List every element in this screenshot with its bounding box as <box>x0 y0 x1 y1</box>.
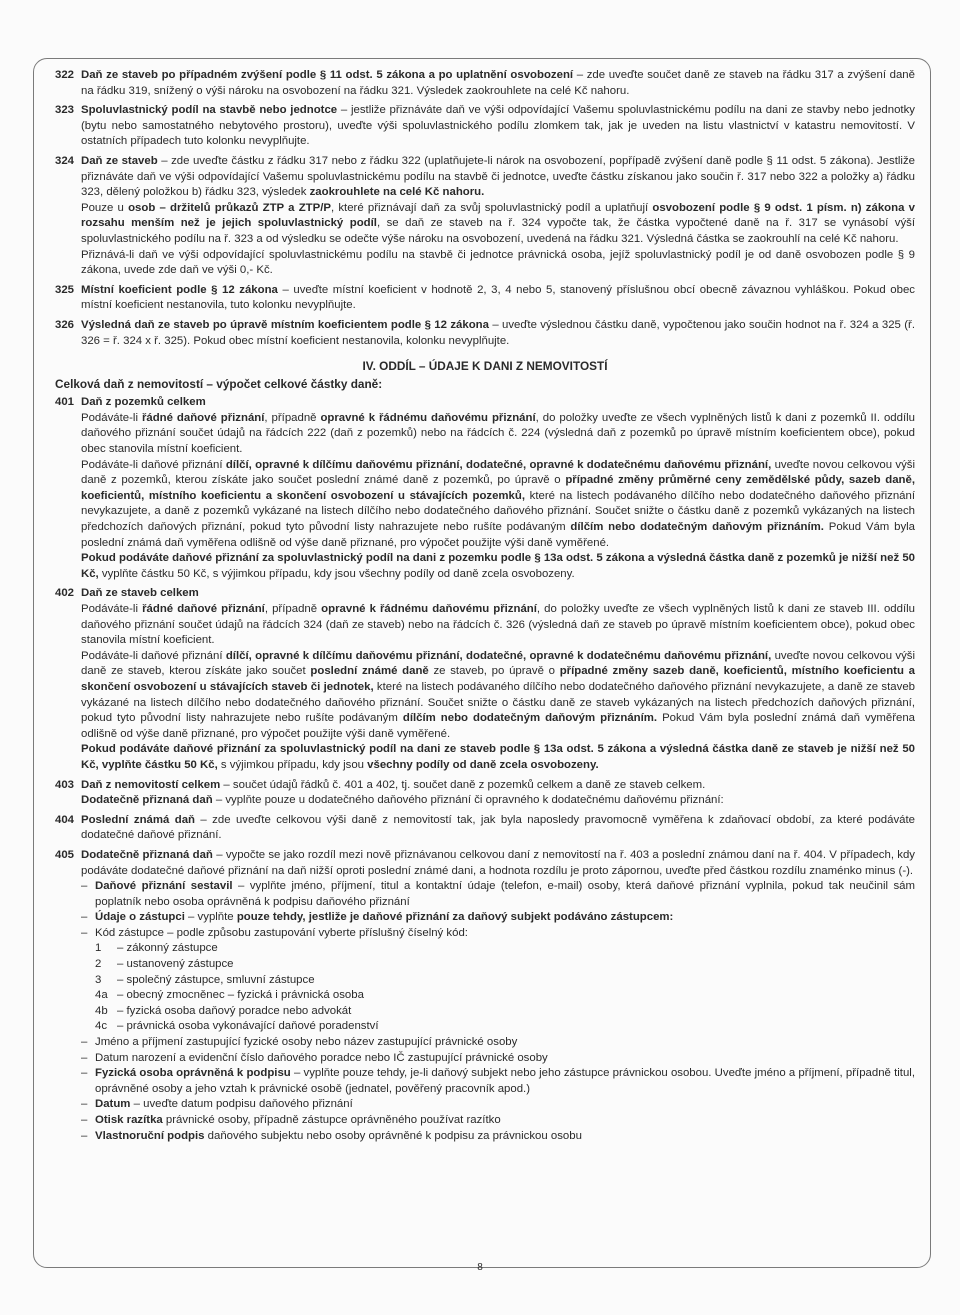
item-emphasis: zaokrouhlete na celé Kč nahoru. <box>309 186 485 199</box>
item-emphasis: Pokud podáváte daňové přiznání za spoluvlastnický podíl na dani ze staveb podle § 13a odst. 5 zákona a výsledná částka daně ze staveb je nižší než 50 Kč, vyplňte částku 50 Kč, <box>81 743 915 771</box>
item-heading: Poslední známá daň <box>81 813 195 826</box>
code-description: – ustanovený zástupce <box>117 958 234 971</box>
item-emphasis: Datum <box>95 1098 131 1111</box>
list-item: – Vlastnoruční podpis daňového subjektu nebo osoby oprávněné k podpisu za právnickou osobu <box>81 1129 582 1142</box>
item-text: – uveďte místní koeficient v hodnotě 2, 3, 4 nebo 5, stanovený příslušnou obcí obecně závaznou vyhláškou. Pokud obec místní koeficient nestanovila, tuto kolonku nevyplňujte. <box>81 283 915 312</box>
item-number: 402 <box>55 587 75 600</box>
item-text: , případně <box>264 603 322 615</box>
item-text: , které přiznávají daň za svůj spoluvlastnický podíl a uplatňují <box>330 201 653 214</box>
paragraph <box>81 848 915 879</box>
item-number: 326 <box>55 318 75 331</box>
code-item <box>95 988 468 1004</box>
paragraph <box>81 778 915 794</box>
item-emphasis: všechny podíly od daně zcela osvobozeny. <box>367 758 599 771</box>
item-emphasis: dílčím nebo dodatečným daňovým přiznáním. <box>402 712 658 725</box>
item-text: – zde uveďte celkovou výši daně z nemovitostí tak, jak byla naposledy pravomocně vyměřena k zdaňovací období, za které podáváte dodatečné daňové přiznání. <box>81 813 915 842</box>
code-value: 4c <box>95 1020 108 1033</box>
item-emphasis: dílčím nebo dodatečným daňovým přiznáním. <box>570 521 824 534</box>
item-401 <box>55 395 915 582</box>
item-emphasis: pouze tehdy, jestliže je daňové přiznání za daňový subjekt podáváno zástupcem: <box>236 911 674 924</box>
item-number: 401 <box>55 396 75 409</box>
item-text: – vypočte se jako rozdíl mezi nově přiznávanou celkovou daní z nemovitostí na ř. 403 a poslední známou daní na ř. 404. V případech, kdy podáváte dodatečné daňové přiznání na daň nižší oproti poslední známé dani, a hodnota rozdílu je proto zápornou, uveďte před částkou rozdílu znaménko minus (-). <box>81 848 915 877</box>
code-value: 1 <box>95 942 102 955</box>
item-403 <box>55 778 915 809</box>
item-heading: Výsledná daň ze staveb po úpravě místním koeficientem podle § 12 zákona <box>81 318 489 331</box>
item-text: – uveďte datum podpisu daňového přiznání <box>130 1098 353 1111</box>
item-number: 325 <box>55 283 75 296</box>
code-item <box>95 941 468 957</box>
item-number: 404 <box>55 813 75 826</box>
list-item: – Datum – uveďte datum podpisu daňového přiznání <box>81 1098 353 1111</box>
code-item <box>95 1004 468 1020</box>
paragraph <box>81 458 915 552</box>
item-text: které na listech podávaného dílčího nebo dodatečného daňového přiznání nevykazujete, a daně ze staveb vykázané na listech dílčího nebo dodatečného daňového přiznání. Součet snižte o částku daně ze staveb vykázaných na listech předchozích daňových přiznání, pokud tyto původní listy nahrazujete nebo rušíte podávaným <box>81 680 915 725</box>
item-text: daňového subjektu nebo osoby oprávněné k podpisu za právnickou osobu <box>204 1129 582 1142</box>
item-emphasis: opravné k řádnému daňovému přiznání <box>321 603 537 615</box>
item-emphasis: Fyzická osoba oprávněná k podpisu <box>95 1067 291 1080</box>
item-text: Podáváte-li <box>81 411 142 424</box>
item-emphasis: případné změny sazeb daně, koeficientů, místního koeficientu a skončení osvobození u stávajících staveb či jednotek, <box>81 665 915 693</box>
item-402 <box>55 586 915 773</box>
item-text: s výjimkou případu, kdy jsou <box>217 758 368 771</box>
code-description: – fyzická osoba daňový poradce nebo advokát <box>117 1004 352 1017</box>
item-text: – vyplňte pouze u dodatečného daňového přiznání či opravného k dodatečnému daňovému přiznání: <box>212 794 724 807</box>
paragraph: Přiznává-li daň ve výši odpovídající spoluvlastnickému podílu na stavbě či jednotce právnická osoba, jejíž spoluvlastnický podíl je od daně osvobozen podle § 9 zákona, uvede zde daň ve výši 0,- Kč. <box>81 248 915 277</box>
list-item: – Kód zástupce – podle způsobu zastupování vyberte příslušný číselný kód: 1 – zákonný zástupce 2 – ustanovený zástupce 3 – společný zástupce, smluvní zástupce 4a – obecný zmocněnec – fyzická i právnická osoba 4b – fyzická osoba daňový poradce nebo advokát 4c – právnická osoba vykonávající daňové poradenství <box>81 926 915 1035</box>
item-emphasis: Dodatečně přiznaná daň <box>81 794 213 807</box>
list-item: – Údaje o zástupci – vyplňte pouze tehdy, jestliže je daňové přiznání za daňový subjekt podáváno zástupcem: <box>81 911 674 924</box>
item-text: Pokud Vám byla poslední známá daň vyměřena odlišně od výše daně přiznané, pro výpočet použijte výši daně vyměřené. <box>81 521 916 549</box>
code-description: – obecný zmocněnec – fyzická i právnická osoba <box>117 989 364 1002</box>
item-text: uveďte novou celkovou výši daně z pozemků, kterou získáte jako součet poslední známé daně z pozemků, po úpravě o <box>81 458 916 487</box>
item-text: – jestliže přiznáváte daň ve výši odpovídající Vašemu spoluvlastnickému podílu na dani ze stavby nebo jednotky (bytu nebo samostatného nebytového prostoru), uveďte výši spoluvlastnického podílu zlomkem tak, jak je uveden na listu vlastnictví v katastru nemovitostí. V ostatních případech tuto kolonku nevyplňujte. <box>81 104 915 148</box>
item-emphasis: řádné daňové přiznání <box>141 411 265 424</box>
item-emphasis: dílčí, opravné k dílčímu daňovému přiznání, dodatečné, opravné k dodatečnému daňovému přiznání, <box>225 649 772 662</box>
item-text: , do položky uveďte ze všech vyplněných listů k dani z pozemků II. oddílu daňového přiznání součet údajů na řádcích 222 (daň z pozemků) nebo na řádcích č. 224 (výsledná daň z pozemků po úpravě místním koeficientem obce), pokud obec stanovila místní koeficient. <box>81 411 915 456</box>
item-emphasis: Vlastnoruční podpis <box>95 1129 205 1142</box>
item-emphasis: Pokud podáváte daňové přiznání za spoluvlastnický podíl na dani z pozemku podle § 13a odst. 5 zákona a výsledná částka daně z pozemků je nižší než 50 Kč, <box>81 552 915 580</box>
item-emphasis: opravné k řádnému daňovému přiznání <box>320 411 536 424</box>
code-value: 2 <box>95 958 102 971</box>
item-emphasis: řádné daňové přiznání <box>142 603 265 615</box>
item-text: , do položky uveďte ze všech vyplněných listů k dani ze staveb III. oddílu daňového přiznání součet údajů na řádcích 324 (daň ze staveb) nebo na řádcích č. 326 (výsledná daň ze staveb po úpravě místním koeficientem obce), pokud obec stanovila místní koeficient. <box>81 603 915 647</box>
item-text: – vyplňte <box>184 911 237 924</box>
list-item: – Datum narození a evidenční číslo daňového poradce nebo IČ zastupující právnické osoby <box>81 1051 915 1067</box>
item-text: Podáváte-li daňové přiznání <box>81 458 226 471</box>
item-404 <box>55 813 915 844</box>
paragraph <box>81 154 915 201</box>
bullet-list <box>81 879 915 1144</box>
item-heading: Daň ze staveb po případném zvýšení podle § 11 odst. 5 zákona a po uplatnění osvobození <box>81 69 574 81</box>
item-text: Podáváte-li <box>81 603 143 615</box>
paragraph <box>81 201 915 248</box>
item-322 <box>55 68 915 99</box>
section-subtitle: Celková daň z nemovitostí – výpočet celkové částky daně: <box>55 376 383 391</box>
list-item: – Otisk razítka právnické osoby, případně zástupce oprávněného používat razítko <box>81 1114 501 1126</box>
item-number: 322 <box>55 69 75 81</box>
document-body <box>55 68 915 1148</box>
item-heading: Místní koeficient podle § 12 zákona <box>81 283 278 296</box>
item-text: , případně <box>264 411 321 424</box>
item-heading: Daň ze staveb celkem <box>81 587 199 600</box>
item-text: – zde uveďte částku z řádku 317 nebo z řádku 322 (uplatňujete-li nárok na osvobození, popřípadě zvýšení daně podle § 11 odst. 5 zákona). Jestliže přiznáváte daň ve výši odpovídající Vašemu spoluvlastnickému podílu na stavbě či jednotce, uveďte částku získanou jako součin ř. 317 nebo 322 a položky a) řádku 323, dělený položkou b) řádku 323, výsledek <box>81 154 915 199</box>
item-text: uveďte novou celkovou výši daně ze staveb, kterou získáte jako součet <box>81 649 916 678</box>
item-text: – vyplňte pouze tehdy, je-li daňový subjekt nebo jeho zástupce právnickou osobou. Uveďte jméno a příjmení, případně titul, oprávněné osoby a jeho vztah k právnické osobě (jednatel, pověřený pracovník apod.) <box>95 1067 915 1095</box>
code-description: – společný zástupce, smluvní zástupce <box>117 973 315 986</box>
paragraph <box>81 793 915 809</box>
item-text: které na listech podávaného dílčího nebo dodatečného daňového přiznání nevykazujete, a daně z pozemků vykázané na listech dílčího nebo dodatečného daňového přiznání. Součet snižte o částku daně z pozemků vykázaných na listech předchozích daňových přiznání, pokud tyto původní listy nahrazujete nebo rušíte podávaným <box>81 489 916 534</box>
item-324 <box>55 154 915 279</box>
item-text: – vyplňte jméno, příjmení, titul a kontaktní údaje (telefon, e-mail) osoby, která daňové přiznání vyplnila, pokud tak neučinil sám poplatník nebo osoba oprávněná k podpisu daňového přiznání <box>95 880 915 908</box>
item-text: – součet údajů řádků č. 401 a 402, tj. součet daně z pozemků celkem a daně ze staveb celkem. <box>220 778 706 791</box>
paragraph <box>81 411 915 458</box>
item-text: právnické osoby, případně zástupce oprávněného používat razítko <box>162 1114 501 1126</box>
page-number: 8 <box>477 1262 483 1273</box>
item-323 <box>55 103 915 150</box>
item-heading: Dodatečně přiznaná daň <box>81 848 213 861</box>
code-value: 4b <box>95 1004 108 1017</box>
item-number: 405 <box>55 848 75 861</box>
code-item <box>95 957 468 973</box>
list-item: – Fyzická osoba oprávněná k podpisu – vyplňte pouze tehdy, je-li daňový subjekt nebo jeho zástupce právnickou osobou. Uveďte jméno a příjmení, případně titul, oprávněné osoby a jeho vztah k právnické osobě (jednatel, pověřený pracovník apod.) <box>81 1067 915 1095</box>
item-heading: Daň z nemovitostí celkem <box>81 778 221 791</box>
section-title: IV. ODDÍL – ÚDAJE K DANI Z NEMOVITOSTÍ <box>362 359 608 374</box>
item-text: Pouze u <box>81 201 129 214</box>
item-text: – uveďte výslednou částku daně, vypočtenou jako součin hodnot na ř. 324 a 325 (ř. 326 = ř. 324 x ř. 325). Pokud obec místní koeficient nestanovila, kolonku nevyplňujte. <box>81 318 915 347</box>
item-text: Kód zástupce – podle způsobu zastupování vyberte příslušný číselný kód: <box>95 926 468 939</box>
code-item <box>95 1019 468 1035</box>
list-item: – Jméno a příjmení zastupující fyzické osoby nebo název zastupující právnické osoby <box>81 1035 915 1051</box>
item-number: 403 <box>55 778 75 791</box>
code-value: 4a <box>95 989 108 1002</box>
item-emphasis: osob – držitelů průkazů ZTP a ZTP/P <box>128 201 331 214</box>
item-text: vyplňte částku 50 Kč, s výjimkou případu, kdy jsou všechny podíly od daně zcela osvobozeny. <box>98 567 575 580</box>
item-text: Jméno a příjmení zastupující fyzické osoby nebo název zastupující právnické osoby <box>95 1036 518 1049</box>
code-item <box>95 973 468 989</box>
item-emphasis: dílčí, opravné k dílčímu daňovému přiznání, dodatečné, opravné k dodatečnému daňovému přiznání, <box>225 458 772 471</box>
item-heading: Daň ze staveb <box>81 154 158 167</box>
item-325 <box>55 283 915 314</box>
code-value: 3 <box>95 973 102 986</box>
item-326 <box>55 318 915 349</box>
paragraph <box>81 551 915 582</box>
paragraph <box>81 649 915 743</box>
code-description: – zákonný zástupce <box>117 942 218 955</box>
item-text: Pokud Vám byla poslední známá daň vyměřena odlišně od výše daně přiznané, pro výpočet použijte výši daně vyměřené. <box>81 712 916 740</box>
item-emphasis: osvobození podle § 9 odst. 1 písm. n) zákona v rozsahu menším než je jejich spoluvlastnický podíl <box>81 201 915 230</box>
paragraph <box>81 602 915 649</box>
item-text: ze staveb, po úpravě o <box>428 665 560 678</box>
item-heading: Spoluvlastnický podíl na stavbě nebo jednotce <box>81 104 338 117</box>
item-text: Podáváte-li daňové přiznání <box>81 649 226 662</box>
item-emphasis: Otisk razítka <box>95 1114 163 1126</box>
item-text: – zde uveďte součet daně ze staveb na řádku 317 a zvýšení daně na řádku 319, snížený o výši nároku na osvobození na řádku 321. Výsledek zaokrouhlete na celé Kč nahoru. <box>81 69 915 97</box>
item-emphasis: Údaje o zástupci <box>95 911 185 924</box>
item-text: Datum narození a evidenční číslo daňového poradce nebo IČ zastupující právnické osoby <box>95 1051 548 1064</box>
code-list <box>95 941 468 1035</box>
item-emphasis: případné změny průměrné ceny zemědělské půdy, sazeb daně, koeficientů, místního koeficientu a skončení osvobození u stávajících pozemků, <box>81 474 916 502</box>
item-number: 324 <box>55 154 75 167</box>
item-heading: Daň z pozemků celkem <box>81 396 206 409</box>
item-emphasis: Daňové přiznání sestavil <box>95 880 233 893</box>
item-number: 323 <box>55 104 75 117</box>
item-text: , se daň ze staveb na ř. 324 vypočte tak, že částka vypočtené daně na ř. 317 se vynásobí výší spoluvlastnického podílu na ř. 323 a od výsledku se odečte výše nároku na osvobození, uvedená na řádku 321. Výsledná částka se zaokrouhlí na celé Kč nahoru. <box>81 217 915 245</box>
code-description: – právnická osoba vykonávající daňové poradenství <box>117 1020 379 1033</box>
list-item: – Daňové přiznání sestavil – vyplňte jméno, příjmení, titul a kontaktní údaje (telefon, e-mail) osoby, která daňové přiznání vyplnila, pokud tak neučinil sám poplatník nebo osoba oprávněná k podpisu daňového přiznání <box>81 880 915 908</box>
paragraph <box>81 742 915 773</box>
item-emphasis: poslední známé daně <box>310 665 429 678</box>
item-405 <box>55 848 915 1144</box>
